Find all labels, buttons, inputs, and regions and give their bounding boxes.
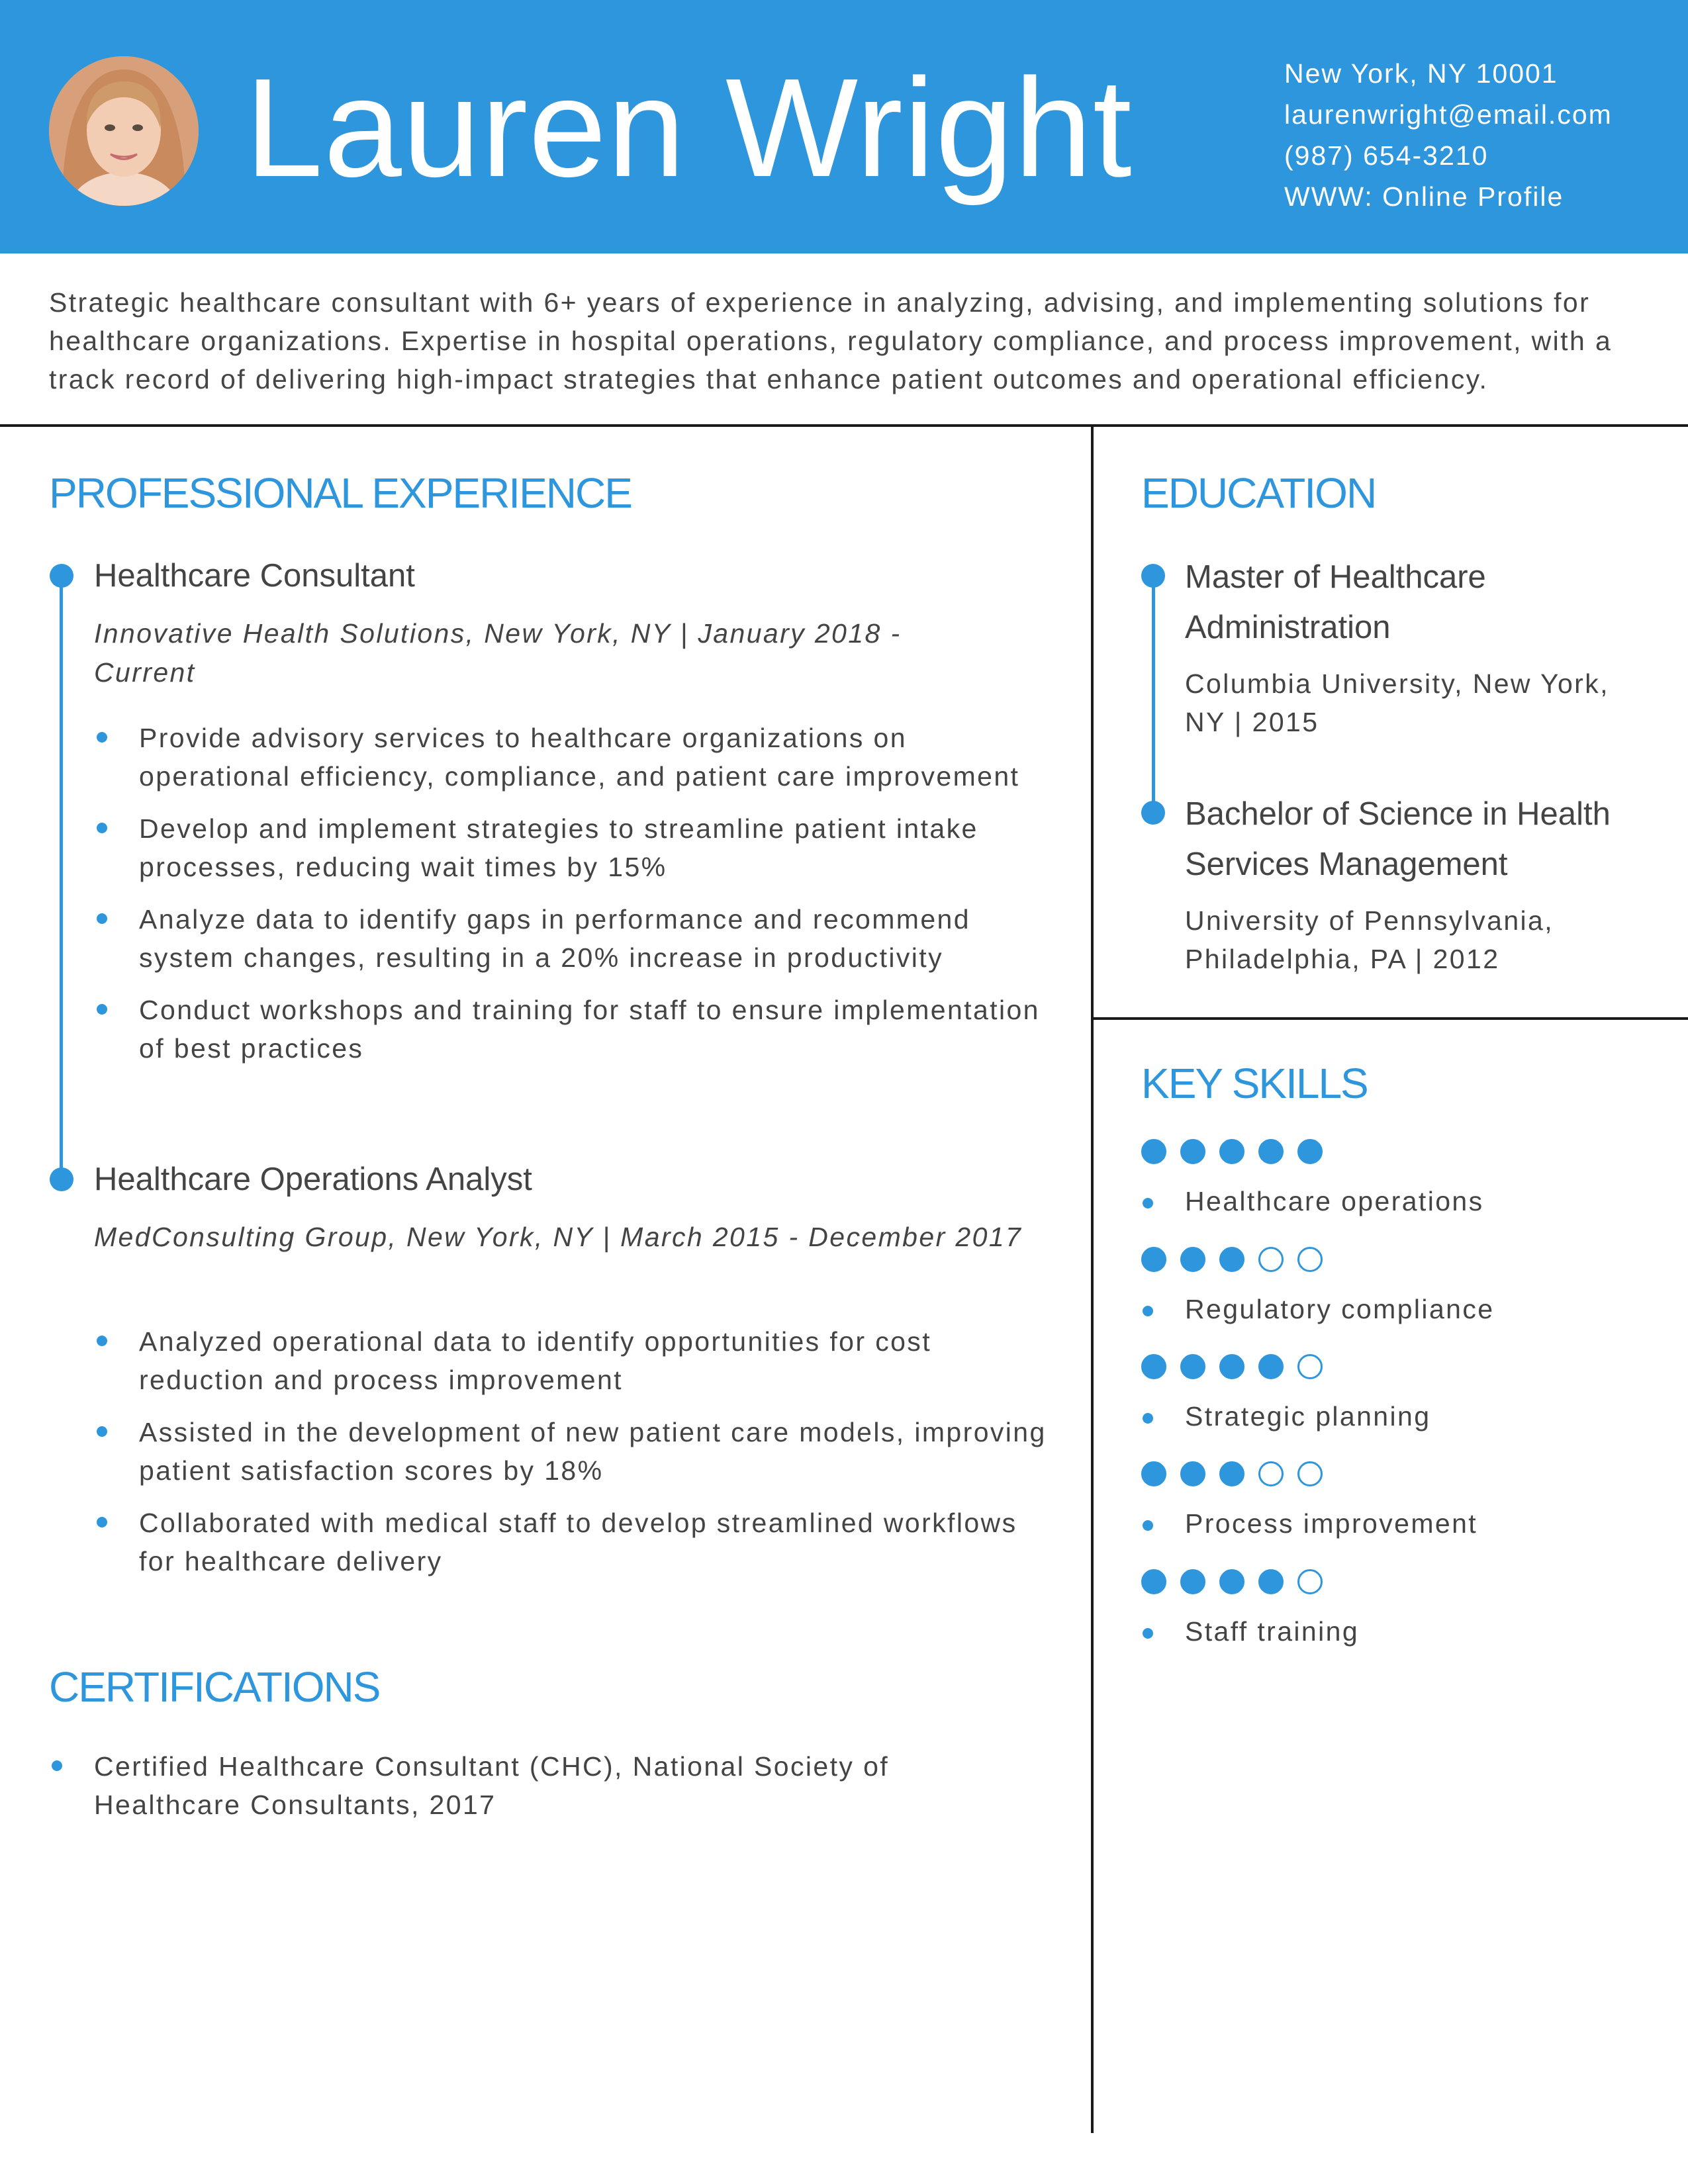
contact-info [1284, 53, 1613, 217]
location-text: New York, NY 10001 [1284, 58, 1558, 89]
skill-rating [1141, 1354, 1323, 1379]
phone-text: (987) 654-3210 [1284, 140, 1489, 171]
job-title: Healthcare Consultant [94, 558, 415, 594]
list-item: Certified Healthcare Consultant (CHC), National Society of Healthcare Consultants, 2017 [94, 1747, 1034, 1824]
summary-divider [0, 424, 1688, 427]
degree-title: Master of Healthcare Administration [1185, 559, 1486, 645]
column-divider [1091, 426, 1094, 2133]
list-item: Analyzed operational data to identify opportunities for cost reduction and process improvement [139, 1322, 1053, 1399]
list-item: Develop and implement strategies to streamline patient intake processes, reducing wait times by 15% [139, 809, 1053, 886]
rating-dot-filled [1180, 1139, 1205, 1164]
skill-name: Staff training [1185, 1616, 1360, 1647]
rating-dot-filled [1180, 1569, 1205, 1594]
skill-rating [1141, 1247, 1323, 1272]
certifications-list [94, 1747, 1034, 1838]
rating-dot-empty [1297, 1461, 1323, 1486]
summary-paragraph: Strategic healthcare consultant with 6+ years of experience in analyzing, advising, and implementing solutions for healthcare organizations. Expertise in hospital operations, regulatory compliance, and process improvement, with a track record of delivering high-impact strategies that enhance patient outcomes and operational efficiency. [49, 287, 1613, 394]
rating-dot-filled [1219, 1569, 1244, 1594]
timeline-dot [1141, 801, 1165, 825]
rating-dot-filled [1219, 1461, 1244, 1486]
rating-dot-filled [1141, 1139, 1166, 1164]
rating-dot-empty [1297, 1354, 1323, 1379]
rating-dot-filled [1297, 1139, 1323, 1164]
experience-heading: PROFESSIONAL EXPERIENCE [49, 469, 632, 517]
rating-dot-empty [1258, 1461, 1284, 1486]
rating-dot-empty [1258, 1247, 1284, 1272]
rating-dot-filled [1141, 1569, 1166, 1594]
timeline-dot [50, 1167, 73, 1191]
rating-dot-filled [1258, 1354, 1284, 1379]
education-timeline [1152, 576, 1155, 813]
school-info: University of Pennsylvania, Philadelphia, PA | 2012 [1185, 905, 1554, 974]
website-link[interactable]: WWW: Online Profile [1284, 181, 1564, 212]
skill-name: Regulatory compliance [1185, 1294, 1495, 1324]
education-skills-divider [1092, 1017, 1688, 1020]
list-item: Conduct workshops and training for staff to ensure implementation of best practices [139, 991, 1053, 1068]
rating-dot-filled [1141, 1461, 1166, 1486]
skill-name: Process improvement [1185, 1508, 1478, 1539]
rating-dot-filled [1219, 1139, 1244, 1164]
skill-rating [1141, 1461, 1323, 1486]
skill-rating [1141, 1569, 1323, 1594]
list-item: Collaborated with medical staff to develop streamlined workflows for healthcare delivery [139, 1504, 1053, 1580]
skills-heading: KEY SKILLS [1141, 1060, 1368, 1107]
header-banner [0, 0, 1688, 253]
list-item: Provide advisory services to healthcare organizations on operational efficiency, compliance, and patient care improvement [139, 719, 1053, 796]
rating-dot-filled [1180, 1354, 1205, 1379]
timeline-dot [1141, 564, 1165, 588]
rating-dot-filled [1141, 1247, 1166, 1272]
avatar [49, 56, 199, 206]
rating-dot-filled [1219, 1354, 1244, 1379]
rating-dot-empty [1297, 1569, 1323, 1594]
degree-title: Bachelor of Science in Health Services Management [1185, 796, 1611, 882]
job-meta: MedConsulting Group, New York, NY | March 2015 - December 2017 [94, 1222, 1023, 1252]
certifications-heading: CERTIFICATIONS [49, 1663, 380, 1711]
school-info: Columbia University, New York, NY | 2015 [1185, 668, 1609, 737]
list-item: Analyze data to identify gaps in performance and recommend system changes, resulting in a 20% increase in productivity [139, 900, 1053, 977]
job-bullets [139, 1322, 1053, 1594]
skill-name: Strategic planning [1185, 1401, 1431, 1432]
job-meta: Innovative Health Solutions, New York, NY | January 2018 - Current [94, 618, 902, 688]
education-heading: EDUCATION [1141, 469, 1376, 517]
candidate-name: Lauren Wright [245, 49, 1133, 206]
rating-dot-filled [1180, 1247, 1205, 1272]
experience-timeline [60, 576, 63, 1181]
list-item: Assisted in the development of new patient care models, improving patient satisfaction scores by 18% [139, 1413, 1053, 1490]
rating-dot-empty [1297, 1247, 1323, 1272]
rating-dot-filled [1180, 1461, 1205, 1486]
job-bullets [139, 719, 1053, 1081]
rating-dot-filled [1219, 1247, 1244, 1272]
skill-rating [1141, 1139, 1323, 1164]
rating-dot-filled [1258, 1139, 1284, 1164]
timeline-dot [50, 564, 73, 588]
job-title: Healthcare Operations Analyst [94, 1161, 532, 1197]
email-link[interactable]: laurenwright@email.com [1284, 99, 1613, 130]
skill-name: Healthcare operations [1185, 1186, 1484, 1216]
portrait-photo [49, 56, 199, 206]
rating-dot-filled [1141, 1354, 1166, 1379]
rating-dot-filled [1258, 1569, 1284, 1594]
